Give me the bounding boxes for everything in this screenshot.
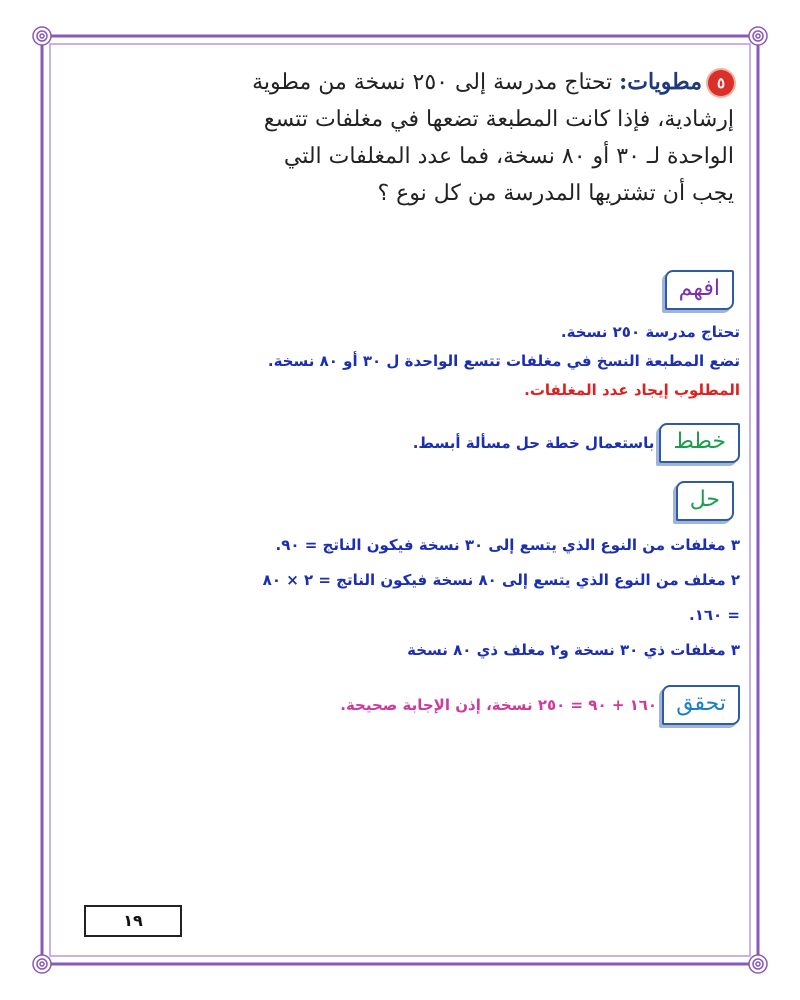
check-text: ١٦٠ + ٩٠ = ٢٥٠ نسخة، إذن الإجابة صحيحة. (340, 696, 658, 714)
solve-section (60, 481, 740, 665)
problem-title: مطويات: (619, 69, 702, 95)
problem-statement (60, 64, 740, 212)
understand-tag: افهم (665, 270, 734, 310)
corner-ornament-bottom-left (33, 955, 51, 973)
problem-number-badge: ٥ (708, 70, 734, 96)
corner-ornament-bottom-right (749, 955, 767, 973)
problem-line: تحتاج مدرسة إلى ٢٥٠ نسخة من مطوية (252, 70, 613, 95)
problem-line: الواحدة لـ ٣٠ أو ٨٠ نسخة، فما عدد المغلفات التي (283, 144, 734, 169)
understand-line: تضع المطبعة النسخ في مغلفات تتسع الواحدة ل ٣٠ أو ٨٠ نسخة. (267, 352, 740, 370)
solve-line: ٢ مغلف من النوع الذي يتسع إلى ٨٠ نسخة فيكون الناتج = ٢ × ٨٠ (262, 571, 740, 589)
plan-section (60, 423, 740, 463)
solve-line: ٣ مغلفات من النوع الذي يتسع إلى ٣٠ نسخة فيكون الناتج = ٩٠. (275, 536, 740, 554)
plan-tag: خطط (659, 423, 740, 463)
understand-line: تحتاج مدرسة ٢٥٠ نسخة. (560, 323, 740, 341)
problem-line: يجب أن تشتريها المدرسة من كل نوع ؟ (377, 181, 734, 206)
problem-line: إرشادية، فإذا كانت المطبعة تضعها في مغلفات تتسع (263, 107, 734, 132)
solve-line: = ١٦٠. (689, 606, 740, 624)
goal-line: المطلوب إيجاد عدد المغلفات. (524, 381, 740, 399)
corner-ornament-top-right (749, 27, 767, 45)
solve-tag: حل (676, 481, 734, 521)
worksheet-content (60, 64, 740, 725)
plan-text: باستعمال خطة حل مسألة أبسط. (412, 434, 655, 452)
page-number: ١٩ (84, 905, 182, 937)
solve-line: ٣ مغلفات ذي ٣٠ نسخة و٢ مغلف ذي ٨٠ نسخة (407, 641, 740, 659)
understand-section (60, 270, 740, 405)
check-tag: تحقق (662, 685, 740, 725)
corner-ornament-top-left (33, 27, 51, 45)
check-section (60, 685, 740, 725)
